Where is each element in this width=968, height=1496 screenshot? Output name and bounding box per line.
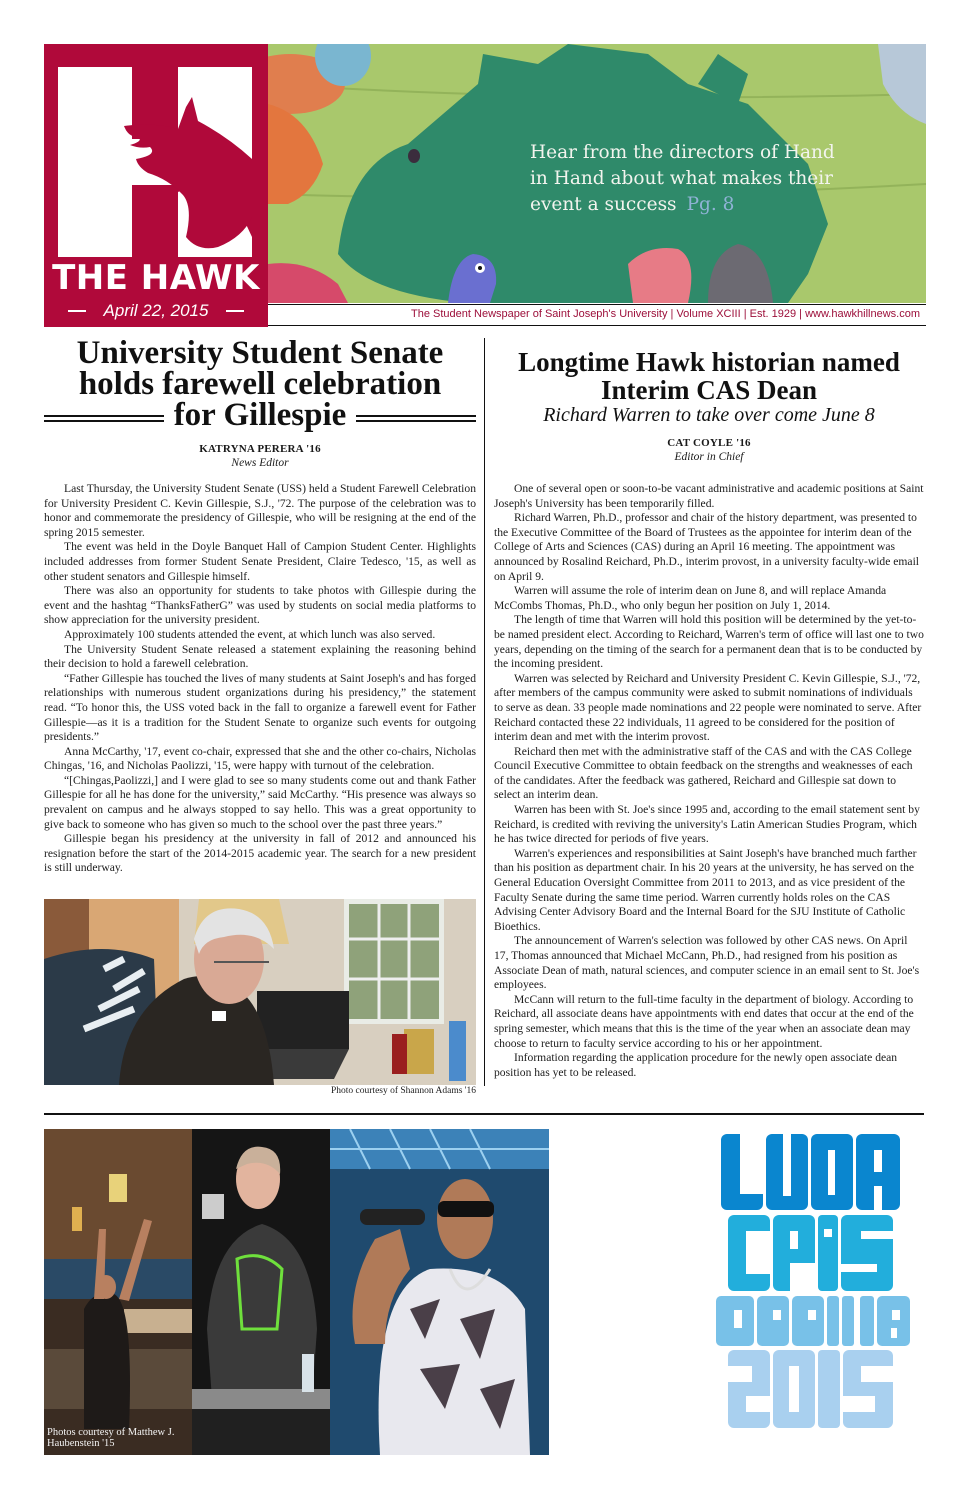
paragraph: The length of time that Warren will hold this position will be determined by the yet-to-be named president elect. According to Reichard, Warren's term of office will last one to two years, depending on the timing of the search for a permanent dean that is to be conducted by the incoming president. bbox=[494, 613, 924, 671]
masthead-tagline-bar bbox=[268, 304, 926, 326]
dash-divider bbox=[226, 310, 244, 312]
newspaper-title: THE HAWK bbox=[52, 258, 260, 298]
page-reference-link[interactable]: Pg. 8 bbox=[686, 194, 735, 215]
byline-role: Editor in Chief bbox=[674, 451, 744, 463]
paragraph: The announcement of Warren's selection was followed by other CAS news. On April 17, Thomas announced that Michael McCann, Ph.D., had resigned from his position as Associate Dean of math, natural sciences, and computer science in an email sent to St. Joe's employees. bbox=[494, 934, 920, 992]
performer-raising-arms-photo bbox=[44, 1129, 192, 1455]
paragraph: McCann will return to the full-time faculty in the department of biology. According to Reichard, all associate deans have appointments with end dates that occur at the end of the spring semester, which means that this is the time of the year when an associate dean may choose to return to faculty service according to his or her appointment. bbox=[494, 992, 914, 1050]
teaser-line: Hear from the directors of Hand bbox=[530, 142, 835, 163]
issue-date: April 22, 2015 bbox=[103, 301, 209, 320]
paragraph: One of several open or soon-to-be vacant administrative and academic positions at Saint Joseph's University has been temporarily filled. bbox=[494, 482, 924, 510]
photo-credit-gillespie: Photo courtesy of Shannon Adams '16 bbox=[331, 1086, 476, 1096]
article-body-interim-dean bbox=[494, 482, 924, 1080]
paragraph: Richard Warren, Ph.D., professor and chair of the history department, was presented to the Executive Committee of the Board of Trustees as the appointee for interim dean of the College of Arts and Sciences (CAS) during an April 16 meeting. The appointment was announced by Rosalind Reichard, Ph.D., interim provost, in a university faculty-wide email on April 9. bbox=[494, 511, 920, 583]
paragraph: “Father Gillespie has touched the lives of many students at Saint Joseph's and has forged relationships with numerous student organizations during his presidency,” the statement read. “To honor this, the USS voted back in the fall to organize a farewell event for Father Gillespie—as it is a tradition for the Student Senate to organize such events for outgoing presidents.” bbox=[44, 671, 476, 744]
paragraph: The University Student Senate released a statement explaining the reasoning behind their decision to hold a farewell celebration. bbox=[44, 642, 476, 671]
headline-line-text: for Gillespie bbox=[173, 397, 347, 433]
teaser-line bbox=[530, 192, 890, 218]
paragraph: Last Thursday, the University Student Senate (USS) held a Student Farewell Celebration for University President C. Kevin Gillespie, S.J., '72. The purpose of the celebration was to honor and commemorate the presidency of Gillespie, who will be resigning at the end of the spring 2015 semester. bbox=[44, 482, 476, 539]
photo-performer-dj-stage bbox=[44, 1129, 192, 1455]
headline-line: Interim CAS Dean bbox=[601, 375, 817, 405]
masthead-tagline: The Student Newspaper of Saint Joseph's University | Volume XCIII | Est. 1929 | www.hawkhillnews.com bbox=[411, 308, 920, 320]
paragraph: There was also an opportunity for students to take photos with Gillespie during the event and the hashtag “ThanksFatherG” was used by students on social media platforms to show appreciation for the university president. bbox=[44, 584, 476, 627]
headline-interim-dean[interactable] bbox=[494, 348, 924, 404]
dj-at-mixer-photo bbox=[192, 1129, 330, 1455]
paragraph: Warren was selected by Reichard and University President C. Kevin Gillespie, S.J., '72, after members of the campus community were asked to submit nominations of individuals to serve as dean. 33 people made nominations and 22 people were nominated to serve. After Reichard contacted these 22 individuals, 11 agreed to be considered for the position of interim dean and met with the interim provost. bbox=[494, 671, 922, 744]
photo-credit-concert: Photos courtesy of Matthew J. Haubenstein '15 bbox=[47, 1427, 175, 1449]
paragraph: The event was held in the Doyle Banquet Hall of Campion Student Center. Highlights included addresses from former Student Senate President, Claire Tedesco, '15, as well as other student senators and Gillespie himself. bbox=[44, 540, 476, 583]
ludacris-april-16-2015-poster bbox=[716, 1134, 910, 1430]
hero-promo-image[interactable] bbox=[268, 44, 926, 303]
paragraph: Warren's experiences and responsibilities at Saint Joseph's have branched much farther than his position as department chair. In his 20 years at the university, he has served on the General Education Oversight Committee from 2011 to 2013, and as vice president of the Faculty Senate during the same time period. Warren currently holds roles on the CAS Advising Center Advisory Board and the Internal Board for the SJU Institute of Catholic Bioethics. bbox=[494, 846, 917, 933]
poster-line-2015 bbox=[728, 1350, 893, 1428]
masthead-logo bbox=[44, 44, 268, 327]
byline-role: News Editor bbox=[231, 457, 289, 469]
paragraph: Warren has been with St. Joe's since 1995 and, according to the email statement sent by Reichard, is credited with reviving the university's Latin American Studies Program, which he has twice directed for periods of five years. bbox=[494, 803, 920, 846]
teaser-line: in Hand about what makes their bbox=[530, 168, 834, 189]
photo-dj-mixing bbox=[192, 1129, 330, 1455]
ludacris-with-microphone-photo bbox=[330, 1129, 549, 1455]
headline-line: University Student Senate bbox=[76, 335, 444, 371]
byline-author: KATRYNA PERERA '16 bbox=[199, 443, 321, 455]
paragraph: Approximately 100 students attended the event, at which lunch was also served. bbox=[64, 627, 436, 641]
paragraph: Information regarding the application procedure for the newly open associate dean position has yet to be released. bbox=[494, 1051, 898, 1079]
paragraph: Warren will assume the role of interim dean on June 8, and will replace Amanda McCombs Thomas, Ph.D., who only begun her position on July 1, 2014. bbox=[494, 584, 887, 612]
paragraph: Anna McCarthy, '17, event co-chair, expressed that she and the other co-chairs, Nicholas Chingas, '16, and Nicholas Paolizzi, '15, were happy with turnout of the celebration. bbox=[44, 744, 476, 773]
hawk-h-logo-icon bbox=[58, 67, 252, 257]
double-rule-divider bbox=[356, 415, 476, 422]
paragraph: “[Chingas,Paolizzi,] and I were glad to see so many students come out and thank Father Gillespie for all he has done for the university,” said McCarthy. “His presence was always so prevalent on campus and he always stopped to say hello. This was a great opportunity to give back to someone who has given so much to the school over the past three years.” bbox=[44, 773, 476, 831]
teaser-line-text: event a success bbox=[530, 194, 677, 215]
concert-photo-strip[interactable] bbox=[44, 1129, 549, 1455]
issue-date-row bbox=[44, 299, 268, 323]
paragraph: Reichard then met with the administrative staff of the CAS and with the CAS College Council Executive Committee to obtain feedback on the strengths and weaknesses of each of the candidates. After the feedback was gathered, Reichard and Gillespie sat down to select an interim dean. bbox=[494, 744, 913, 802]
dash-divider bbox=[68, 310, 86, 312]
poster-line-april-16 bbox=[716, 1296, 910, 1346]
hero-teaser-text bbox=[530, 140, 890, 218]
gillespie-at-desk-photo bbox=[44, 899, 476, 1085]
headline-senate-farewell[interactable] bbox=[44, 335, 476, 433]
headline-line: holds farewell celebration bbox=[78, 366, 442, 402]
photo-gillespie[interactable] bbox=[44, 899, 476, 1085]
article-body-senate bbox=[44, 482, 476, 876]
headline-line bbox=[44, 397, 476, 433]
article-deck: Richard Warren to take over come June 8 bbox=[543, 404, 875, 426]
section-divider bbox=[44, 1113, 924, 1115]
photo-ludacris-performing bbox=[330, 1129, 549, 1455]
column-divider bbox=[484, 338, 485, 1086]
paragraph: Gillespie began his presidency at the university in fall of 2012 and announced his resignation before the start of the 2014-2015 academic year. The search for a new president is still underway. bbox=[44, 832, 476, 875]
double-rule-divider bbox=[44, 415, 164, 422]
byline-author: CAT COYLE '16 bbox=[667, 437, 751, 449]
headline-line: Longtime Hawk historian named bbox=[518, 347, 900, 377]
